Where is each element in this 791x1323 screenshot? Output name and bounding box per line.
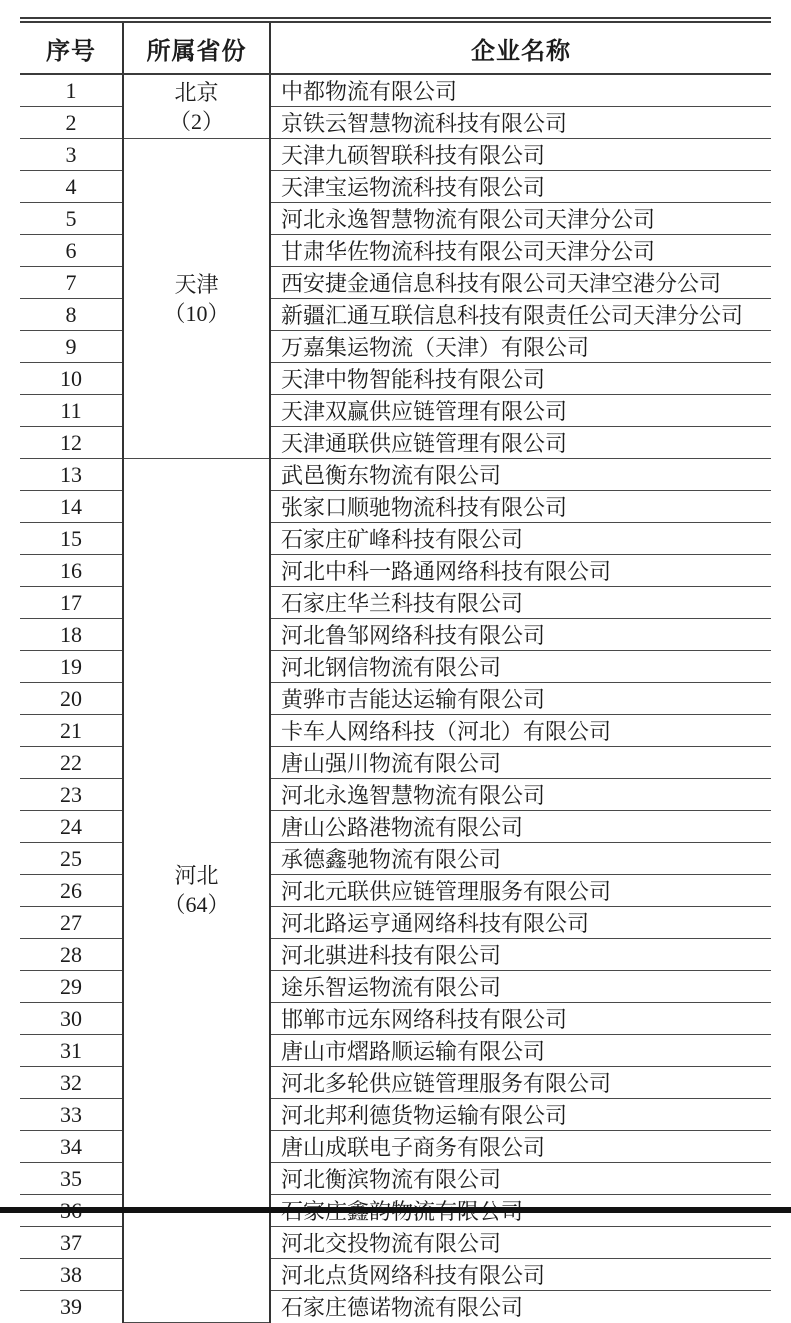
seq-cell: 28 [20, 939, 123, 971]
company-cell: 武邑衡东物流有限公司 [270, 459, 771, 491]
company-cell: 中都物流有限公司 [270, 74, 771, 107]
company-cell: 途乐智运物流有限公司 [270, 971, 771, 1003]
company-cell: 河北骐进科技有限公司 [270, 939, 771, 971]
seq-cell: 15 [20, 523, 123, 555]
company-cell: 卡车人网络科技（河北）有限公司 [270, 715, 771, 747]
seq-cell: 26 [20, 875, 123, 907]
company-cell: 石家庄德诺物流有限公司 [281, 1295, 524, 1320]
province-name: 北京 [174, 79, 219, 105]
seq-cell: 18 [20, 619, 123, 651]
page-bottom-edge [0, 1207, 791, 1213]
seq-cell: 39 [20, 1291, 123, 1323]
seq-cell: 10 [20, 363, 123, 395]
company-cell: 河北鲁邹网络科技有限公司 [270, 619, 771, 651]
seq-cell: 33 [20, 1099, 123, 1131]
seq-cell: 32 [20, 1067, 123, 1099]
company-cell: 河北钢信物流有限公司 [270, 651, 771, 683]
seq-cell: 12 [20, 427, 123, 459]
company-cell: 唐山市熠路顺运输有限公司 [270, 1035, 771, 1067]
seq-cell: 27 [20, 907, 123, 939]
seq-cell: 13 [20, 459, 123, 491]
table-header [20, 20, 771, 74]
company-cell: 万嘉集运物流（天津）有限公司 [270, 331, 771, 363]
seq-cell: 37 [20, 1227, 123, 1259]
province-name: 天津 [174, 271, 219, 297]
company-cell: 新疆汇通互联信息科技有限责任公司天津分公司 [270, 299, 771, 331]
seq-cell: 3 [20, 139, 123, 171]
seq-cell: 30 [20, 1003, 123, 1035]
company-cell: 河北交投物流有限公司 [270, 1227, 771, 1259]
table-row [20, 139, 771, 171]
company-cell: 河北永逸智慧物流有限公司 [270, 779, 771, 811]
company-cell: 黄骅市吉能达运输有限公司 [270, 683, 771, 715]
seq-cell: 16 [20, 555, 123, 587]
table-row [20, 74, 771, 107]
province-count: （2） [168, 108, 224, 134]
seq-cell: 23 [20, 779, 123, 811]
seq-cell: 1 [20, 74, 123, 107]
company-cell: 唐山强川物流有限公司 [270, 747, 771, 779]
seq-cell: 7 [20, 267, 123, 299]
seq-cell: 8 [20, 299, 123, 331]
header-province: 所属省份 [123, 20, 270, 74]
seq-cell: 5 [20, 203, 123, 235]
company-cell: 天津宝运物流科技有限公司 [270, 171, 771, 203]
seq-cell: 35 [20, 1163, 123, 1195]
company-cell: 河北点货网络科技有限公司 [270, 1259, 771, 1291]
company-cell: 西安捷金通信息科技有限公司天津空港分公司 [270, 267, 771, 299]
header-seq: 序号 [20, 20, 123, 74]
seq-cell: 25 [20, 843, 123, 875]
seq-cell: 11 [20, 395, 123, 427]
seq-cell: 31 [20, 1035, 123, 1067]
table-row [20, 459, 771, 491]
company-cell: 石家庄矿峰科技有限公司 [270, 523, 771, 555]
seq-cell: 19 [20, 651, 123, 683]
seq-cell: 29 [20, 971, 123, 1003]
province-count: （64） [163, 892, 230, 918]
company-cell: 河北衡滨物流有限公司 [270, 1163, 771, 1195]
company-cell: 河北中科一路通网络科技有限公司 [270, 555, 771, 587]
company-cell: 天津中物智能科技有限公司 [270, 363, 771, 395]
province-name: 河北 [174, 863, 219, 889]
company-cell: 京铁云智慧物流科技有限公司 [270, 107, 771, 139]
company-cell: 唐山成联电子商务有限公司 [270, 1131, 771, 1163]
header-company: 企业名称 [270, 20, 771, 74]
seq-cell: 21 [20, 715, 123, 747]
company-cell: 张家口顺驰物流科技有限公司 [270, 491, 771, 523]
seq-cell: 20 [20, 683, 123, 715]
seq-cell: 24 [20, 811, 123, 843]
company-cell: 河北多轮供应链管理服务有限公司 [270, 1067, 771, 1099]
company-cell: 石家庄华兰科技有限公司 [270, 587, 771, 619]
province-cell [123, 74, 270, 139]
seq-cell: 17 [20, 587, 123, 619]
province-cell [123, 139, 270, 459]
seq-cell: 4 [20, 171, 123, 203]
company-cell: 承德鑫驰物流有限公司 [270, 843, 771, 875]
company-roster-table-container [20, 17, 771, 1323]
company-roster-table [20, 17, 771, 1323]
seq-cell: 6 [20, 235, 123, 267]
seq-cell: 38 [20, 1259, 123, 1291]
seq-cell: 34 [20, 1131, 123, 1163]
company-cell: 河北路运亨通网络科技有限公司 [270, 907, 771, 939]
company-cell: 河北邦利德货物运输有限公司 [270, 1099, 771, 1131]
seq-cell: 22 [20, 747, 123, 779]
company-cell: 河北永逸智慧物流有限公司天津分公司 [270, 203, 771, 235]
seq-cell: 14 [20, 491, 123, 523]
company-cell: 天津双赢供应链管理有限公司 [270, 395, 771, 427]
table-body [20, 74, 771, 1322]
company-cell: 甘肃华佐物流科技有限公司天津分公司 [270, 235, 771, 267]
company-cell: 唐山公路港物流有限公司 [270, 811, 771, 843]
header-row [20, 20, 771, 74]
seq-cell: 2 [20, 107, 123, 139]
seq-cell: 9 [20, 331, 123, 363]
province-count: （10） [163, 300, 230, 326]
company-cell: 天津通联供应链管理有限公司 [270, 427, 771, 459]
province-cell [123, 459, 270, 1323]
company-cell: 邯郸市远东网络科技有限公司 [270, 1003, 771, 1035]
company-cell: 天津九硕智联科技有限公司 [270, 139, 771, 171]
company-cell: 河北元联供应链管理服务有限公司 [270, 875, 771, 907]
